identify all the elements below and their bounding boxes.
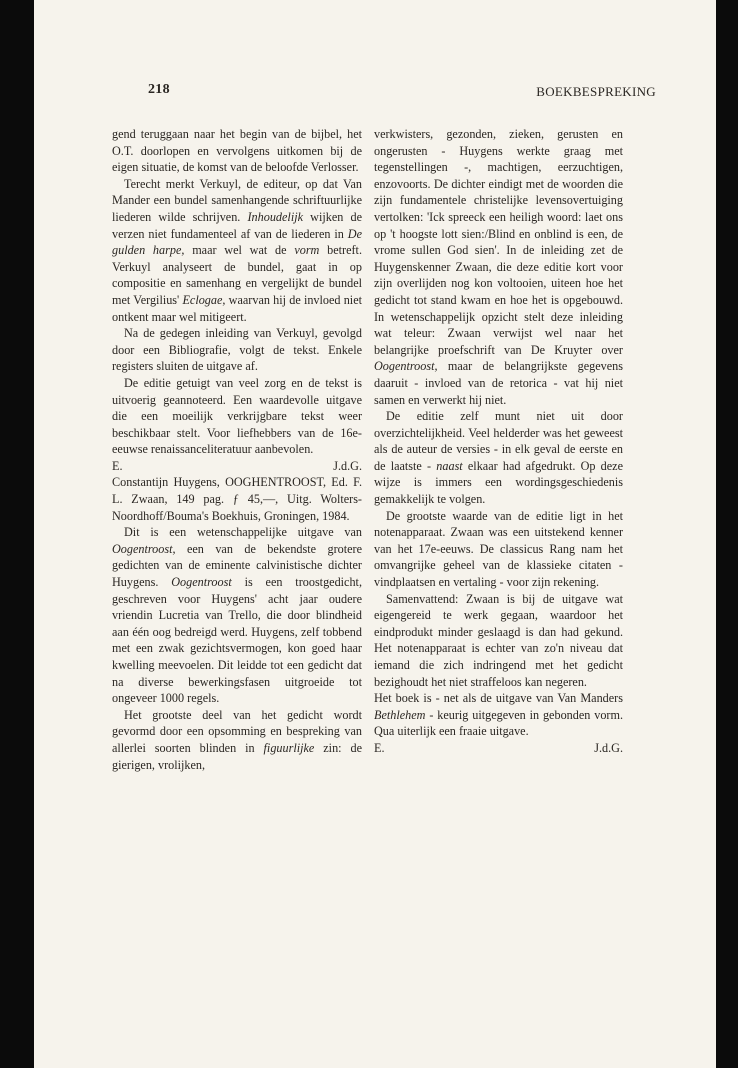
signature-author: J.d.G.	[594, 740, 623, 755]
review-signature	[112, 458, 362, 475]
right-column	[374, 126, 623, 757]
signature-author: J.d.G.	[333, 458, 362, 473]
paragraph: Na de gedegen inleiding van Verkuyl, gevolgd door een Bibliografie, volgt de tekst. Enkele registers sluiten de uitgave af.	[112, 326, 362, 374]
review-signature	[374, 740, 623, 757]
italic-term: Inhoudelijk	[247, 209, 304, 224]
italic-title: Oogentroost	[171, 575, 232, 590]
paragraph: Het grootste deel van het gedicht wordt gevormd door een opsomming en bespreking van allerlei soorten blinden in figuurlijke zin: de gierigen, vrolijken,	[112, 707, 363, 772]
signature-initial: E.	[374, 740, 385, 755]
paragraph: De editie getuigt van veel zorg en de tekst is uitvoerig geannoteerd. Een waardevolle uitgave die een moeilijk verkrijgbare tekst weer beschikbaar stelt. Voor liefhebbers van de 16e-eeuwse renaissanceliteratuur aanbevolen.	[112, 375, 362, 457]
italic-title: De gulden harpe,	[112, 226, 362, 258]
italic-term: naast	[436, 458, 463, 473]
scan-border-left	[0, 0, 34, 1068]
paragraph: Dit is een wetenschappelijke uitgave van Oogentroost, een van de bekendste grotere gedichten van de eminente calvinistische dichter Huygens. Oogentroost is een troostgedicht, geschreven voor Huygens' acht jaar oudere vriendin Lucretia van Trello, die door blindheid aan één oog bedreigd werd. Huygens, zelf tobbend met een zwak gezichtsvermogen, kon goed haar kwelling meevoelen. Dit leidde tot een gedicht dat na diverse bewerkingsfasen uitgroeide tot ongeveer 1000 regels.	[112, 525, 362, 706]
italic-title: Eclogae,	[182, 292, 226, 307]
left-column	[112, 126, 362, 773]
book-citation: Constantijn Huygens, OOGHENTROOST, Ed. F. L. Zwaan, 149 pag. ƒ 45,—, Uitg. Wolters-Noordhoff/Bouma's Boekhuis, Groningen, 1984.	[112, 475, 362, 523]
running-head: BOEKBESPREKING	[536, 84, 656, 99]
signature-initial: E.	[112, 458, 123, 473]
paragraph: De grootste waarde van de editie ligt in het notenapparaat. Zwaan was een uitstekend kenner van het 17e-eeuws. De classicus Rang nam het omvangrijke geheel van de klassieke citaten - vindplaatsen en vertaling - voor zijn rekening.	[374, 508, 623, 590]
paragraph: De editie zelf munt niet uit door overzichtelijkheid. Veel helderder was het geweest als de auteur de versies - in elk geval de eerste en de laatste - naast elkaar had afgedrukt. Op deze wijze is immers een wordingsgeschiedenis gemakkelijk te volgen.	[374, 409, 623, 507]
paragraph: Samenvattend: Zwaan is bij de uitgave wat eigengereid te werk gegaan, waardoor het eindprodukt minder geslaagd is dan had gekund. Het notenapparaat is echter van zo'n niveau dat iemand die zich indringend met het gedicht bezighoudt het niet straffeloos kan negeren.	[374, 591, 623, 689]
italic-title: Oogentroost,	[374, 359, 438, 374]
scan-border-right	[716, 0, 738, 1068]
paragraph: gend teruggaan naar het begin van de bijbel, het O.T. doorlopen en vervolgens uitkomen bij de eigen situatie, de komst van de beloofde Verlosser.	[112, 127, 362, 175]
paragraph: Het boek is - net als de uitgave van Van Manders Bethlehem - keurig uitgegeven in gebonden vorm. Qua uiterlijk een fraaie uitgave.	[374, 691, 623, 739]
italic-title: Oogentroost,	[112, 541, 176, 556]
italic-title: Bethlehem	[374, 707, 426, 722]
paragraph: verkwisters, gezonden, zieken, gerusten en ongerusten - Huygens werkte graag met tegenstellingen -, machtigen, eerzuchtigen, enzovoorts. De dichter eindigt met de woorden die zijn fundamentele christelijke levensovertuiging vertolken: 'Ick spreeck een heiligh woord: laet ons op 't hoogste lott sien:/Blind en onblind is een, de vrome sullen God sien'. In de inleiding zet de Huygenskenner Zwaan, die deze editie kort voor zijn overlijden nog kon voltooien, uiteen hoe het gedicht tot stand kwam en hoe het is opgebouwd. In wetenschappelijk opzicht stelt deze inleiding wat teleur: Zwaan verwijst wel naar het belangrijke proefschrift van De Kruyter over Oogentroost, maar de belangrijkste gegevens daaruit - invloed van de retorica - vat hij niet samen en verwerkt hij niet.	[374, 127, 623, 407]
italic-term: figuurlijke	[263, 740, 315, 755]
paragraph: Terecht merkt Verkuyl, de editeur, op dat Van Mander een bundel samenhangende schriftuurlijke liederen wilde schrijven. Inhoudelijk wijken de verzen niet fundamenteel af van de liederen in De gulden harpe, maar wel wat de vorm betreft. Verkuyl analyseert de bundel, gaat in op compositie en samenhang en vergelijkt de bundel met Vergilius' Eclogae, waarvan hij de invloed niet ontkent maar wel mitigeert.	[112, 176, 362, 324]
italic-term: vorm	[294, 243, 320, 258]
page-number: 218	[148, 82, 170, 97]
